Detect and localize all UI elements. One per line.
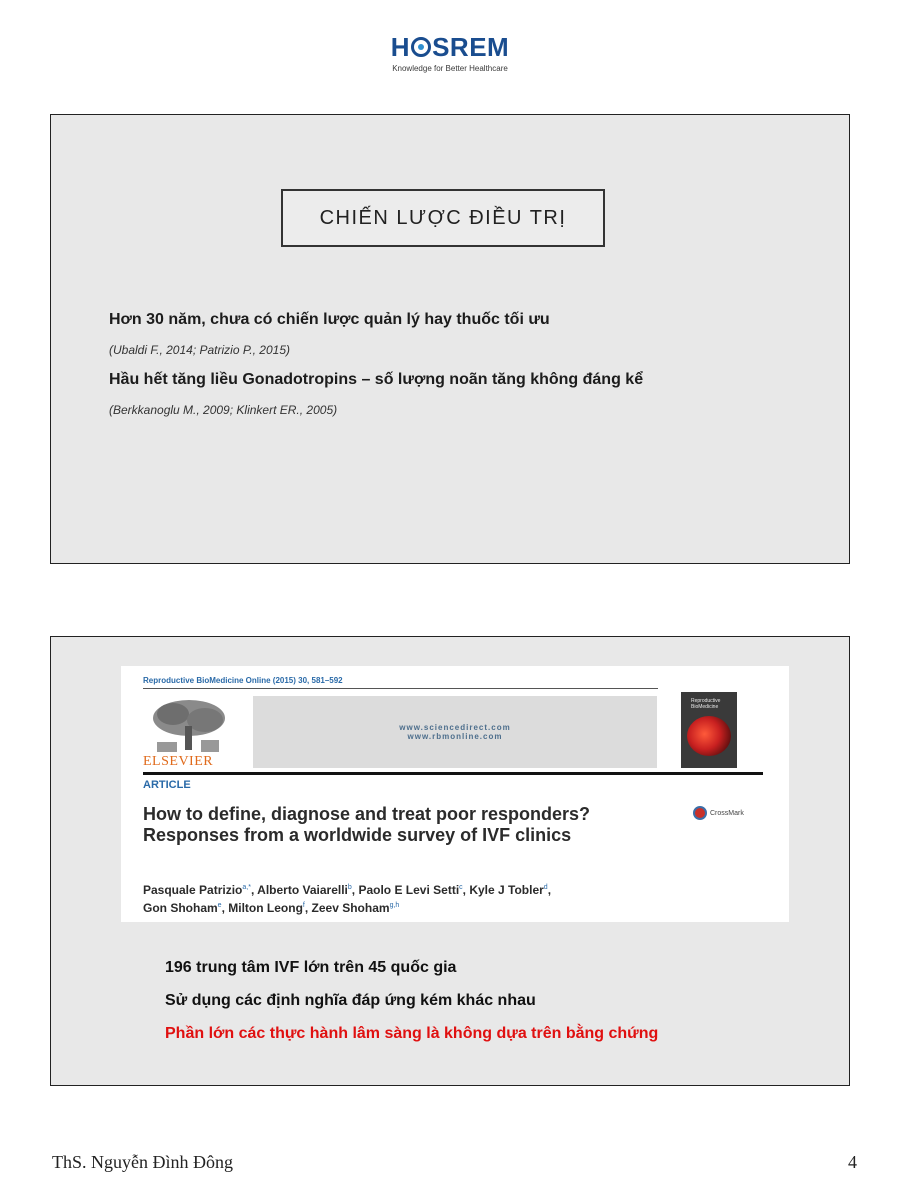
paper-title: How to define, diagnose and treat poor responders? Responses from a worldwide survey of IVF clinics bbox=[143, 804, 591, 845]
logo-globe-icon bbox=[411, 37, 431, 57]
crossmark-label: CrossMark bbox=[710, 809, 744, 817]
citation-2: (Berkkanoglu M., 2009; Klinkert ER., 2005) bbox=[109, 403, 338, 417]
author-affiliation: c bbox=[459, 884, 463, 891]
author-list: Pasquale Patrizio$^{a,*}$, Alberto Vaiarelli$^b$, Paolo E Levi Setti$^c$, Kyle J Tobler$^d$, Gon Shoham$^e$, Milton Leong$^f$, Zeev Shoham$^{g,h}$ bbox=[143, 883, 552, 915]
page-number: 4 bbox=[848, 1152, 857, 1172]
url-rbmonline: www.rbmonline.com bbox=[407, 732, 503, 741]
paper-screenshot bbox=[121, 666, 789, 922]
statement-no-optimal-strategy: Hơn 30 năm, chưa có chiến lược quản lý hay thuốc tối ưu bbox=[109, 311, 550, 328]
author-affiliation: d bbox=[543, 884, 548, 891]
author-name: Alberto Vaiarelli bbox=[257, 883, 348, 897]
author-name: Pasquale Patrizio bbox=[143, 883, 243, 897]
crossmark-badge bbox=[693, 806, 744, 820]
finding-ivf-centers: 196 trung tâm IVF lớn trên 45 quốc gia bbox=[165, 959, 457, 976]
logo-tagline: Knowledge for Better Healthcare bbox=[392, 64, 508, 73]
cover-art bbox=[687, 716, 731, 756]
cover-title-line-2: BioMedicine bbox=[691, 704, 719, 710]
finding-definitions: Sử dụng các định nghĩa đáp ứng kém khác nhau bbox=[165, 992, 536, 1009]
author-affiliation: a,* bbox=[242, 884, 251, 891]
logo-text-end: SREM bbox=[432, 32, 510, 62]
section-label: ARTICLE bbox=[143, 779, 191, 791]
divider bbox=[143, 688, 658, 689]
author-affiliation: e bbox=[217, 902, 222, 909]
author-name: Kyle J Tobler bbox=[469, 883, 544, 897]
author-name: Gon Shoham bbox=[143, 901, 218, 915]
journal-citation: Reproductive BioMedicine Online (2015) 30, 581–592 bbox=[143, 676, 343, 685]
crossmark-icon bbox=[693, 806, 707, 820]
author-name: Zeev Shoham bbox=[311, 901, 390, 915]
author-name: Paolo E Levi Setti bbox=[358, 883, 460, 897]
statement-gonadotropins: Hầu hết tăng liều Gonadotropins – số lượng noãn tăng không đáng kể bbox=[109, 371, 644, 388]
slide-treatment-strategy bbox=[50, 114, 850, 564]
citation-1: (Ubaldi F., 2014; Patrizio P., 2015) bbox=[109, 343, 290, 357]
footer-author: ThS. Nguyễn Đình Đông bbox=[52, 1152, 233, 1172]
slide-title: CHIẾN LƯỢC ĐIỀU TRỊ bbox=[281, 189, 605, 247]
cover-title-line-1: Reproductive bbox=[691, 698, 721, 704]
finding-evidence: Phần lớn các thực hành lâm sàng là không dựa trên bằng chứng bbox=[165, 1025, 659, 1042]
url-sciencedirect: www.sciencedirect.com bbox=[399, 723, 511, 732]
divider-thick bbox=[143, 772, 763, 775]
author-affiliation: b bbox=[347, 884, 352, 891]
author-affiliation: g,h bbox=[389, 902, 400, 909]
author-name: Milton Leong bbox=[228, 901, 303, 915]
author-affiliation: f bbox=[302, 902, 305, 909]
slide-survey bbox=[50, 636, 850, 1086]
elsevier-wordmark: ELSEVIER bbox=[143, 754, 214, 769]
journal-cover-image bbox=[681, 692, 737, 768]
logo-text-start: H bbox=[390, 32, 411, 62]
logo-wordmark bbox=[391, 32, 509, 62]
journal-banner bbox=[253, 696, 657, 768]
hosrem-logo bbox=[0, 32, 900, 73]
